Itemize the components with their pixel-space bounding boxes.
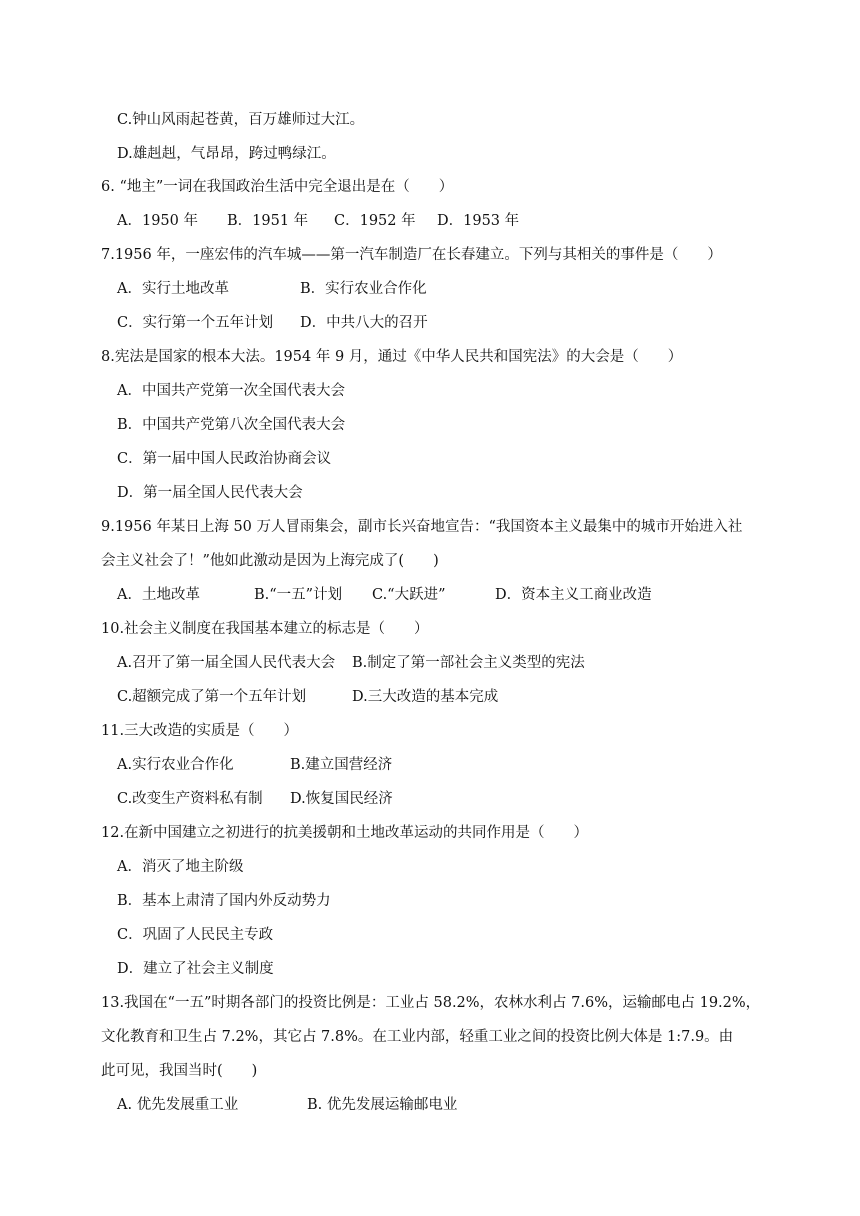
q11-options-cd <box>117 789 393 809</box>
q8-option-d: D．第一届全国人民代表大会 <box>117 485 303 501</box>
q9-option-c: C.“大跃进” <box>372 587 446 603</box>
q10-option-c: C.超额完成了第一个五年计划 <box>117 689 307 705</box>
q12-option-d: D．建立了社会主义制度 <box>117 961 274 977</box>
q13-options-ab <box>117 1095 457 1115</box>
question-13-line-3: 此可见，我国当时( ) <box>101 1063 258 1079</box>
q13-option-a: A. 优先发展重工业 <box>117 1097 239 1113</box>
q7-option-c: C．实行第一个五年计划 <box>117 315 274 331</box>
q10-options-ab <box>117 653 585 673</box>
question-7: 7.1956 年，一座宏伟的汽车城——第一汽车制造厂在长春建立。下列与其相关的事件是（ ） <box>101 247 722 263</box>
q6-option-c: C．1952 年 <box>334 213 416 229</box>
question-11: 11.三大改造的实质是（ ） <box>101 723 299 739</box>
q11-option-a: A.实行农业合作化 <box>117 757 234 773</box>
question-9-line-2: 会主义社会了！”他如此激动是因为上海完成了( ) <box>101 553 439 569</box>
q7-options-ab <box>117 279 427 299</box>
q11-options-ab <box>117 755 392 775</box>
q13-option-b: B. 优先发展运输邮电业 <box>307 1097 458 1113</box>
q9-option-d: D．资本主义工商业改造 <box>495 587 652 603</box>
q12-option-c: C．巩固了人民民主专政 <box>117 927 274 943</box>
q9-option-b: B.“一五”计划 <box>254 587 343 603</box>
q10-option-b: B.制定了第一部社会主义类型的宪法 <box>352 655 585 671</box>
q6-option-a: A．1950 年 <box>117 213 198 229</box>
q8-option-b: B．中国共产党第八次全国代表大会 <box>117 417 346 433</box>
q5-option-c: C.钟山风雨起苍黄，百万雄师过大江。 <box>117 112 365 128</box>
q7-option-d: D．中共八大的召开 <box>300 315 428 331</box>
q10-option-d: D.三大改造的基本完成 <box>352 689 499 705</box>
q6-option-b: B．1951 年 <box>227 213 309 229</box>
q10-option-a: A.召开了第一届全国人民代表大会 <box>117 655 336 671</box>
question-6: 6. “地主”一词在我国政治生活中完全退出是在（ ） <box>101 179 454 195</box>
q6-options <box>117 211 519 231</box>
q12-option-b: B．基本上肃清了国内外反动势力 <box>117 893 331 909</box>
q11-option-c: C.改变生产资料私有制 <box>117 791 263 807</box>
q7-option-b: B．实行农业合作化 <box>300 281 427 297</box>
q11-option-b: B.建立国营经济 <box>290 757 393 773</box>
question-10: 10.社会主义制度在我国基本建立的标志是（ ） <box>101 621 429 637</box>
q8-option-a: A．中国共产党第一次全国代表大会 <box>117 383 345 399</box>
question-13-line-2: 文化教育和卫生占 7.2%，其它占 7.8%。在工业内部，轻重工业之间的投资比例大体是 1:7.9。由 <box>101 1029 734 1045</box>
q11-option-d: D.恢复国民经济 <box>290 791 393 807</box>
q6-option-d: D．1953 年 <box>437 213 520 229</box>
q9-options <box>117 585 652 605</box>
q10-options-cd <box>117 687 498 707</box>
question-8: 8.宪法是国家的根本大法。1954 年 9 月，通过《中华人民共和国宪法》的大会是（ ） <box>101 349 683 365</box>
q9-option-a: A．土地改革 <box>117 587 200 603</box>
question-9-line-1: 9.1956 年某日上海 50 万人冒雨集会，副市长兴奋地宣告：“我国资本主义最集中的城市开始进入社 <box>101 519 743 535</box>
question-13-line-1: 13.我国在“一五”时期各部门的投资比例是：工业占 58.2%，农林水利占 7.6%，运输邮电占 19.2%， <box>101 995 761 1011</box>
q5-option-d: D.雄赳赳，气昂昂，跨过鸭绿江。 <box>117 146 336 162</box>
q7-options-cd <box>117 313 428 333</box>
q8-option-c: C．第一届中国人民政治协商会议 <box>117 451 332 467</box>
q7-option-a: A．实行土地改革 <box>117 281 229 297</box>
question-12: 12.在新中国建立之初进行的抗美援朝和土地改革运动的共同作用是（ ） <box>101 825 589 841</box>
q12-option-a: A．消灭了地主阶级 <box>117 859 244 875</box>
